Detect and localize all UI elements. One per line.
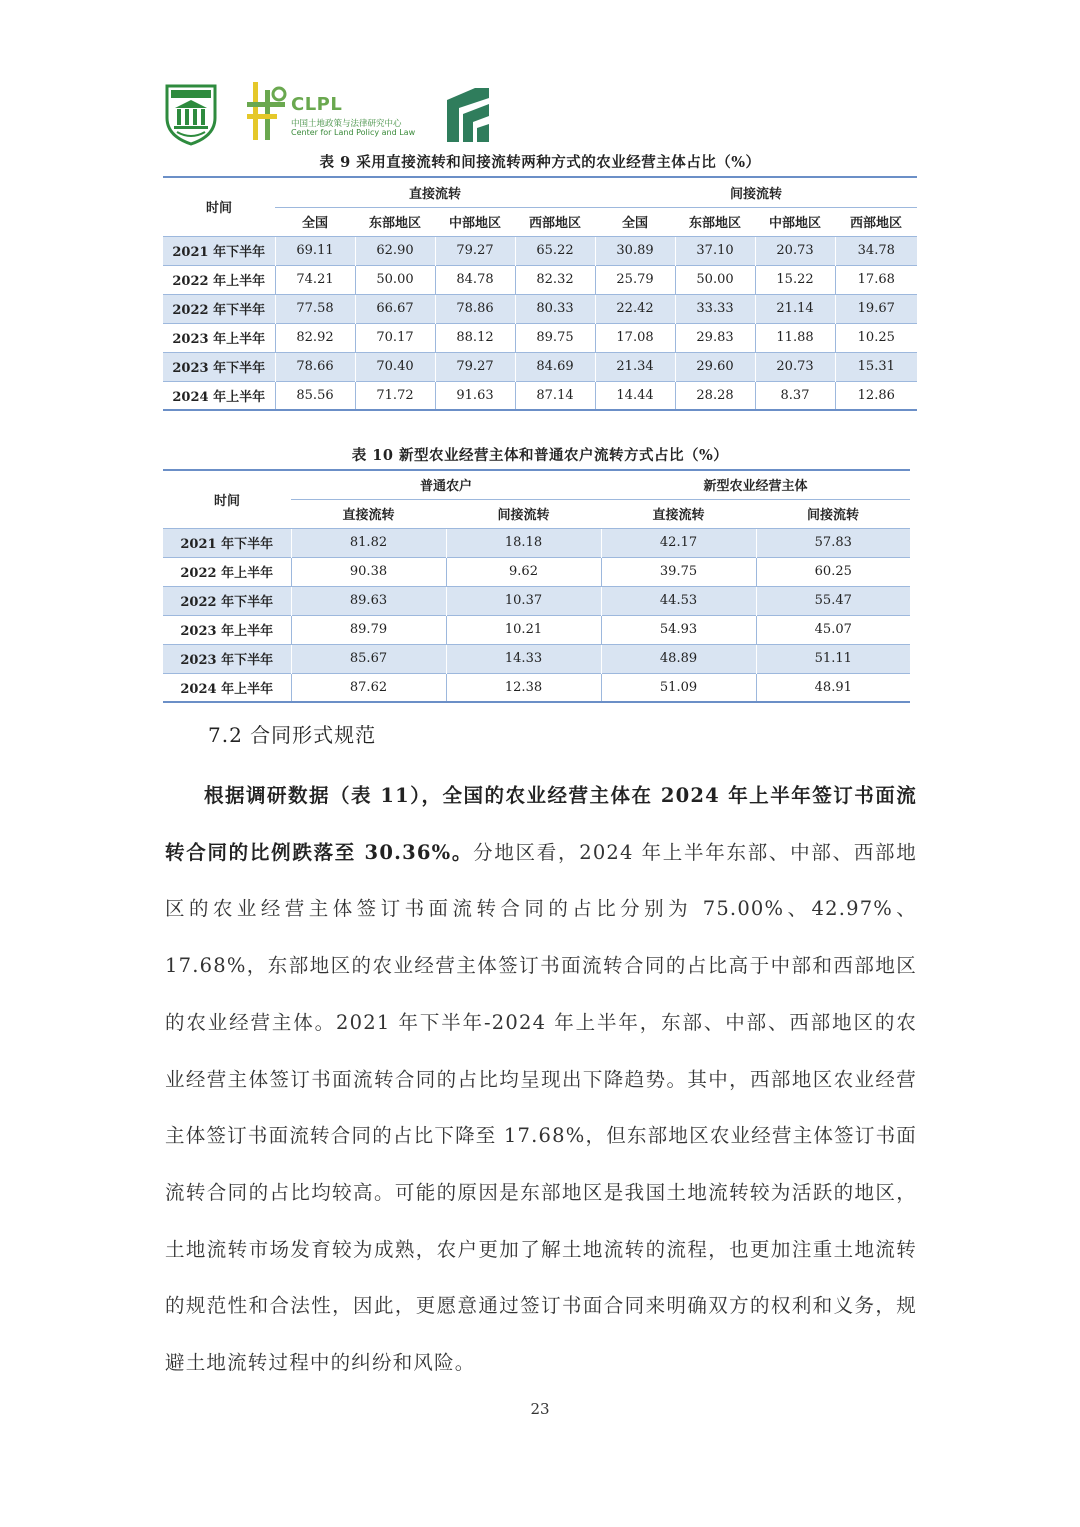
row-label: 2022 年上半年 <box>163 557 291 586</box>
table-row <box>163 294 917 323</box>
section-heading: 7.2 合同形式规范 <box>208 723 377 747</box>
table-cell: 82.92 <box>275 323 355 352</box>
table9-subheader: 中部地区 <box>769 216 822 231</box>
table-cell: 17.08 <box>595 323 675 352</box>
table-cell: 51.11 <box>756 644 910 673</box>
table-cell: 85.56 <box>275 381 355 410</box>
table9-subheader: 全国 <box>301 216 328 231</box>
table-row <box>163 557 910 586</box>
table-cell: 29.83 <box>675 323 755 352</box>
table-cell: 62.90 <box>355 236 435 265</box>
table10-group-ordinary: 普通农户 <box>291 470 601 499</box>
table-cell: 21.34 <box>595 352 675 381</box>
table10-caption: 表 10 新型农业经营主体和普通农户流转方式占比（%） <box>351 447 729 464</box>
third-logo-icon <box>445 86 491 144</box>
row-label: 2022 年下半年 <box>163 586 291 615</box>
table-cell: 11.88 <box>755 323 835 352</box>
table-cell: 48.89 <box>601 644 756 673</box>
header-logos <box>163 80 503 148</box>
table-cell: 82.32 <box>515 265 595 294</box>
table-cell: 65.22 <box>515 236 595 265</box>
table-row <box>163 673 910 702</box>
row-label: 2024 年上半年 <box>163 381 275 410</box>
table9-subheader: 东部地区 <box>689 216 742 231</box>
table-cell: 54.93 <box>601 615 756 644</box>
table-cell: 33.33 <box>675 294 755 323</box>
clpl-logo <box>245 80 425 144</box>
table-cell: 9.62 <box>446 557 601 586</box>
row-label: 2021 年下半年 <box>163 236 275 265</box>
table-cell: 15.31 <box>835 352 917 381</box>
table10-subheader: 直接流转 <box>342 508 395 523</box>
table10-subheader: 间接流转 <box>497 508 550 523</box>
clpl-mark-icon <box>245 80 289 144</box>
table-cell: 12.86 <box>835 381 917 410</box>
table-cell: 22.42 <box>595 294 675 323</box>
row-label: 2024 年上半年 <box>163 673 291 702</box>
clpl-chinese-name: 中国土地政策与法律研究中心 <box>291 119 402 129</box>
table-cell: 84.78 <box>435 265 515 294</box>
table-cell: 10.25 <box>835 323 917 352</box>
table9-group-indirect: 间接流转 <box>595 177 917 207</box>
table-row <box>163 615 910 644</box>
row-label: 2023 年上半年 <box>163 323 275 352</box>
bold-lead-sentence: 根据调研数据（表 11），全国的农业经营主体在 2024 年上半年签订书面流转合同的比例跌落至 30.36%。 <box>165 784 917 864</box>
table10 <box>163 469 910 703</box>
table9-subheader: 西部地区 <box>529 216 582 231</box>
table-cell: 50.00 <box>675 265 755 294</box>
row-label: 2021 年下半年 <box>163 528 291 557</box>
table-cell: 14.33 <box>446 644 601 673</box>
table9-subheader: 东部地区 <box>368 216 421 231</box>
table-cell: 69.11 <box>275 236 355 265</box>
table-cell: 42.17 <box>601 528 756 557</box>
table9-subheader: 中部地区 <box>448 216 501 231</box>
table-cell: 37.10 <box>675 236 755 265</box>
table10-subheader: 直接流转 <box>652 508 705 523</box>
table-cell: 60.25 <box>756 557 910 586</box>
table-row <box>163 381 917 410</box>
table-cell: 89.75 <box>515 323 595 352</box>
clpl-english-name: Center for Land Policy and Law <box>291 128 416 137</box>
row-label: 2022 年上半年 <box>163 265 275 294</box>
paragraph-text <box>165 768 917 1392</box>
table-cell: 77.58 <box>275 294 355 323</box>
table-cell: 45.07 <box>756 615 910 644</box>
table-cell: 18.18 <box>446 528 601 557</box>
table-cell: 71.72 <box>355 381 435 410</box>
table-cell: 20.73 <box>755 352 835 381</box>
table-cell: 8.37 <box>755 381 835 410</box>
table-cell: 20.73 <box>755 236 835 265</box>
table-cell: 39.75 <box>601 557 756 586</box>
table-cell: 34.78 <box>835 236 917 265</box>
table9-subheader: 全国 <box>622 216 649 231</box>
table-cell: 12.38 <box>446 673 601 702</box>
table-cell: 55.47 <box>756 586 910 615</box>
table-cell: 25.79 <box>595 265 675 294</box>
table-cell: 89.79 <box>291 615 446 644</box>
table10-time-header: 时间 <box>163 470 291 528</box>
table-cell: 15.22 <box>755 265 835 294</box>
table-row <box>163 236 917 265</box>
table-cell: 48.91 <box>756 673 910 702</box>
table-cell: 70.17 <box>355 323 435 352</box>
table-cell: 14.44 <box>595 381 675 410</box>
table-cell: 90.38 <box>291 557 446 586</box>
table-cell: 84.69 <box>515 352 595 381</box>
table-cell: 10.21 <box>446 615 601 644</box>
table9-subheader: 西部地区 <box>850 216 903 231</box>
table-cell: 66.67 <box>355 294 435 323</box>
table-cell: 80.33 <box>515 294 595 323</box>
table-row <box>163 586 910 615</box>
table-cell: 44.53 <box>601 586 756 615</box>
table-cell: 89.63 <box>291 586 446 615</box>
table-cell: 57.83 <box>756 528 910 557</box>
table-cell: 78.86 <box>435 294 515 323</box>
row-label: 2022 年下半年 <box>163 294 275 323</box>
table-cell: 19.67 <box>835 294 917 323</box>
table-row <box>163 265 917 294</box>
table-cell: 79.27 <box>435 352 515 381</box>
table10-subheader: 间接流转 <box>807 508 860 523</box>
table10-group-new: 新型农业经营主体 <box>601 470 910 499</box>
table-cell: 91.63 <box>435 381 515 410</box>
table-cell: 74.21 <box>275 265 355 294</box>
university-emblem-icon <box>163 82 219 146</box>
table-row <box>163 528 910 557</box>
table-row <box>163 644 910 673</box>
table-cell: 79.27 <box>435 236 515 265</box>
table-row <box>163 352 917 381</box>
table-cell: 21.14 <box>755 294 835 323</box>
table-row <box>163 323 917 352</box>
table-cell: 50.00 <box>355 265 435 294</box>
row-label: 2023 年上半年 <box>163 615 291 644</box>
row-label: 2023 年下半年 <box>163 352 275 381</box>
table9-caption: 表 9 采用直接流转和间接流转两种方式的农业经营主体占比（%） <box>319 154 761 171</box>
table-cell: 70.40 <box>355 352 435 381</box>
row-label: 2023 年下半年 <box>163 644 291 673</box>
table-cell: 87.62 <box>291 673 446 702</box>
table-cell: 30.89 <box>595 236 675 265</box>
table-cell: 10.37 <box>446 586 601 615</box>
table-cell: 85.67 <box>291 644 446 673</box>
clpl-title: CLPL <box>291 94 343 115</box>
table9-group-direct: 直接流转 <box>275 177 595 207</box>
table-cell: 87.14 <box>515 381 595 410</box>
paragraph-body: 分地区看，2024 年上半年东部、中部、西部地区的农业经营主体签订书面流转合同的占比分别为 75.00%、42.97%、17.68%，东部地区的农业经营主体签订书面流转合同的占比高于中部和西部地区的农业经营主体。2021 年下半年-2024 年上半年，东部、中部、西部地区的农业经营主体签订书面流转合同的占比均呈现出下降趋势。其中，西部地区农业经营主体签订书面流转合同的占比下降至 17.68%，但东部地区农业经营主体签订书面流转合同的占比均较高。可能的原因是东部地区是我国土地流转较为活跃的地区，土地流转市场发育较为成熟，农户更加了解土地流转的流程，也更加注重土地流转的规范性和合法性，因此，更愿意通过签订书面合同来明确双方的权利和义务，规避土地流转过程中的纠纷和风险。 <box>165 840 917 1375</box>
table9-time-header: 时间 <box>163 177 275 236</box>
table-cell: 81.82 <box>291 528 446 557</box>
table9 <box>163 176 917 411</box>
table-cell: 88.12 <box>435 323 515 352</box>
page-number: 23 <box>530 1400 550 1418</box>
table-cell: 51.09 <box>601 673 756 702</box>
table-cell: 78.66 <box>275 352 355 381</box>
table-cell: 28.28 <box>675 381 755 410</box>
table-cell: 17.68 <box>835 265 917 294</box>
table-cell: 29.60 <box>675 352 755 381</box>
body-paragraph <box>165 768 917 1392</box>
